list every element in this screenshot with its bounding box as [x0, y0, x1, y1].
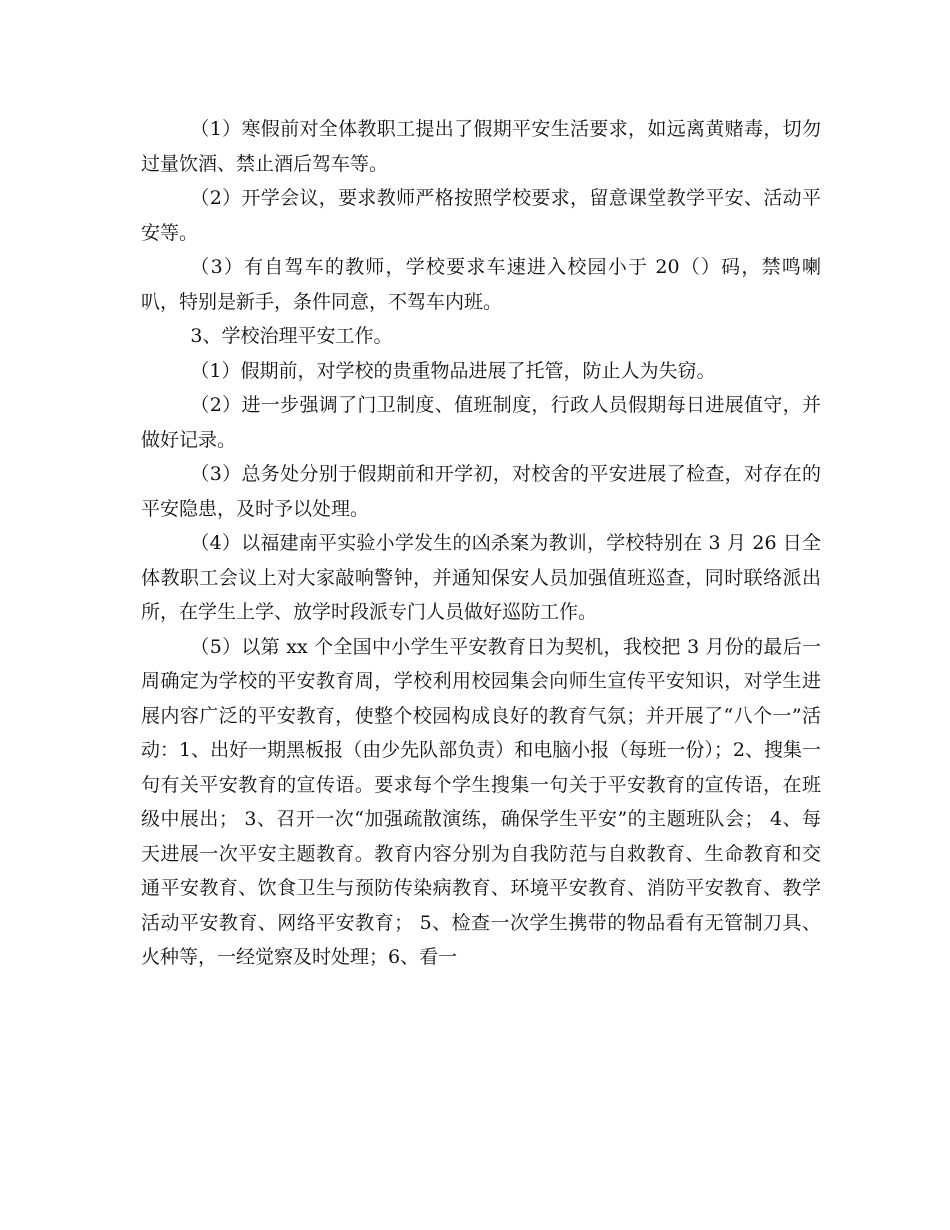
- document-body: [141, 112, 821, 975]
- paragraph-driving-teachers: （3）有自驾车的教师，学校要求车速进入校园小于 20（）码，禁鸣喇叭，特别是新手，条件同意，不驾车内班。: [141, 256, 821, 313]
- paragraph-safety-education-week: （5）以第 xx 个全国中小学生平安教育日为契机，我校把 3 月份的最后一周确定为学校的平安教育周，学校利用校园集会向师生宣传平安知识，对学生进展内容广泛的平安教育，使整个校园构成良好的教育气氛；并开展了“八个一”活动：1、出好一期黑板报（由少先队部负责）和电脑小报（每班一份）；2、搜集一句有关平安教育的宣传语。要求每个学生搜集一句关于平安教育的宣传语，在班级中展出； 3、召开一次“加强疏散演练，确保学生平安”的主题班队会； 4、每天进展一次平安主题教育。教育内容分别为自我防范与自救教育、生命教育和交通平安教育、饮食卫生与预防传染病教育、环境平安教育、消防平安教育、教学活动平安教育、网络平安教育； 5、检查一次学生携带的物品看有无管制刀具、火种等，一经觉察及时处理；6、看一: [141, 635, 821, 968]
- section-heading-school-management: 3、学校治理平安工作。: [190, 325, 393, 347]
- paragraph-valuables-custody: （1）假期前，对学校的贵重物品进展了托管，防止人为失窃。: [190, 359, 716, 382]
- paragraph-opening-meeting: （2）开学会议，要求教师严格按照学校要求，留意课堂教学平安、活动平安等。: [141, 187, 821, 244]
- paragraph-guard-duty-system: （2）进一步强调了门卫制度、值班制度，行政人员假期每日进展值守，并做好记录。: [141, 394, 821, 451]
- paragraph-winter-break-requirements: （1）寒假前对全体教职工提出了假期平安生活要求，如远离黄赌毒，切勿过量饮酒、禁止酒后驾车等。: [141, 118, 821, 175]
- paragraph-building-inspection: （3）总务处分别于假期前和开学初，对校舍的平安进展了检查，对存在的平安隐患，及时予以处理。: [141, 463, 821, 520]
- paragraph-security-patrol: （4）以福建南平实验小学发生的凶杀案为教训，学校特别在 3 月 26 日全体教职工会议上对大家敲响警钟，并通知保安人员加强值班巡查，同时联络派出所，在学生上学、放学时段派专门人员做好巡防工作。: [141, 532, 821, 623]
